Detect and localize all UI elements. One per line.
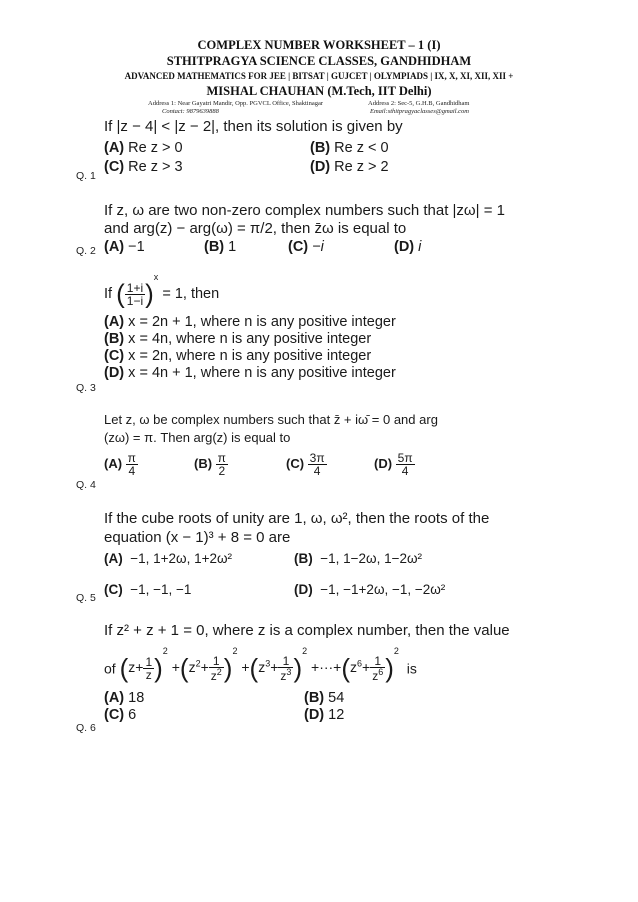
question-2 (104, 202, 505, 238)
question-text-line-1: If z² + z + 1 = 0, where z is a complex number, then the value (104, 622, 510, 639)
question-text-line-1: Let z, ω be complex numbers such that z̄ + iω̄ = 0 and arg (104, 412, 438, 427)
courses-line: ADVANCED MATHEMATICS FOR JEE | BITSAT | GUJCET | OLYMPIADS | IX, X, XI, XII, XII + (124, 71, 514, 81)
question-number: Q. 3 (76, 382, 96, 394)
option-b: (B) 1 (204, 239, 237, 255)
option-d: (D) i (394, 239, 422, 255)
question-number: Q. 4 (76, 479, 96, 491)
question-6-options (104, 690, 524, 730)
option-d: (D) −1, −1+2ω, −1, −2ω² (294, 582, 446, 597)
option-c: (C) 6 (104, 707, 137, 723)
address-2: Address 2: Sec-5, G.H.B, Gandhidham (368, 100, 470, 107)
option-b: (B) $\frac{\pi}{2}$ (194, 451, 226, 478)
question-1-options (104, 140, 524, 180)
option-c: (C) Re z > 3 (104, 159, 183, 175)
question-number: Q. 1 (76, 170, 96, 182)
option-d: (D) 12 (304, 707, 345, 723)
if-text: If (104, 286, 113, 302)
then-text: = 1, then (162, 286, 220, 302)
email-address: Email:sthitpragyaclasses@gmail.com (370, 108, 469, 115)
question-5 (104, 509, 489, 547)
question-text-line-2: and arg(z) − arg(ω) = π/2, then z̄ω is equal to (104, 220, 407, 237)
question-number: Q. 5 (76, 592, 96, 604)
option-a: (A) $\frac{\pi}{4}$ (104, 451, 136, 478)
question-3: If ( $\frac{1+i}{1-i}$ )$^x$ = 1, then (104, 272, 220, 309)
option-d: (D) $\frac{5\pi}{4}$ (374, 451, 413, 478)
option-c: (C) −1, −1, −1 (104, 582, 192, 597)
question-text-line-1: If the cube roots of unity are 1, ω, ω², then the roots of the (104, 510, 490, 527)
option-a: (A) −1, 1+2ω, 1+2ω² (104, 551, 233, 566)
option-c: (C) x = 2n, where n is any positive integer (104, 348, 372, 364)
option-b: (B) 54 (304, 690, 345, 706)
option-a: (A) −1 (104, 239, 145, 255)
option-a: (A) x = 2n + 1, where n is any positive integer (104, 314, 396, 330)
option-b: (B) −1, 1−2ω, 1−2ω² (294, 551, 423, 566)
institute-name: STHITPRAGYA SCIENCE CLASSES, GANDHIDHAM (166, 54, 472, 68)
question-6 (104, 622, 510, 640)
option-d: (D) x = 4n + 1, where n is any positive integer (104, 365, 396, 381)
question-4 (104, 411, 438, 447)
question-text: If |z − 4| < |z − 2|, then its solution is given by (104, 118, 403, 135)
question-3-options (104, 314, 524, 390)
option-b: (B) x = 4n, where n is any positive integer (104, 331, 372, 347)
worksheet-title: COMPLEX NUMBER WORKSHEET – 1 (I) (197, 38, 441, 52)
series-expression: of (z+ $\frac{1}{z}$ )$^2 +(z^2+$ $\frac{1}{z^2}$ )$^2 +(z^3+$ $\frac{1}{z^3}$ )$^2 +\cdot\cdot\cdot+(z^6+$ $\frac{1}{z^6}$ )$^2$ is (104, 646, 417, 683)
address-1: Address 1: Near Gayatri Mandir, Opp. PGVCL Office, Shaktinagar (148, 100, 324, 107)
question-4-options (104, 452, 444, 486)
option-b: (B) Re z < 0 (310, 140, 389, 156)
question-text-line-1: If z, ω are two non-zero complex numbers such that |zω| = 1 (104, 202, 505, 219)
power: x (153, 272, 159, 282)
option-d: (D) Re z > 2 (310, 159, 389, 175)
contact-number: Contact: 9879639888 (162, 108, 219, 115)
option-c: (C) −i (288, 239, 324, 255)
fraction: $\frac{1+i}{1-i}$ (126, 280, 144, 308)
option-a: (A) Re z > 0 (104, 140, 183, 156)
question-number: Q. 6 (76, 722, 96, 734)
teacher-name: MISHAL CHAUHAN (M.Tech, IIT Delhi) (206, 84, 432, 98)
question-2-options (104, 239, 524, 259)
question-number: Q. 2 (76, 245, 96, 257)
question-1 (104, 118, 403, 136)
option-a: (A) 18 (104, 690, 145, 706)
question-text-line-2: (zω) = π. Then arg(z) is equal to (104, 430, 291, 445)
option-c: (C) $\frac{3\pi}{4}$ (286, 451, 325, 478)
question-5-options (104, 551, 534, 597)
question-text-line-2: equation (x − 1)³ + 8 = 0 are (104, 529, 291, 546)
